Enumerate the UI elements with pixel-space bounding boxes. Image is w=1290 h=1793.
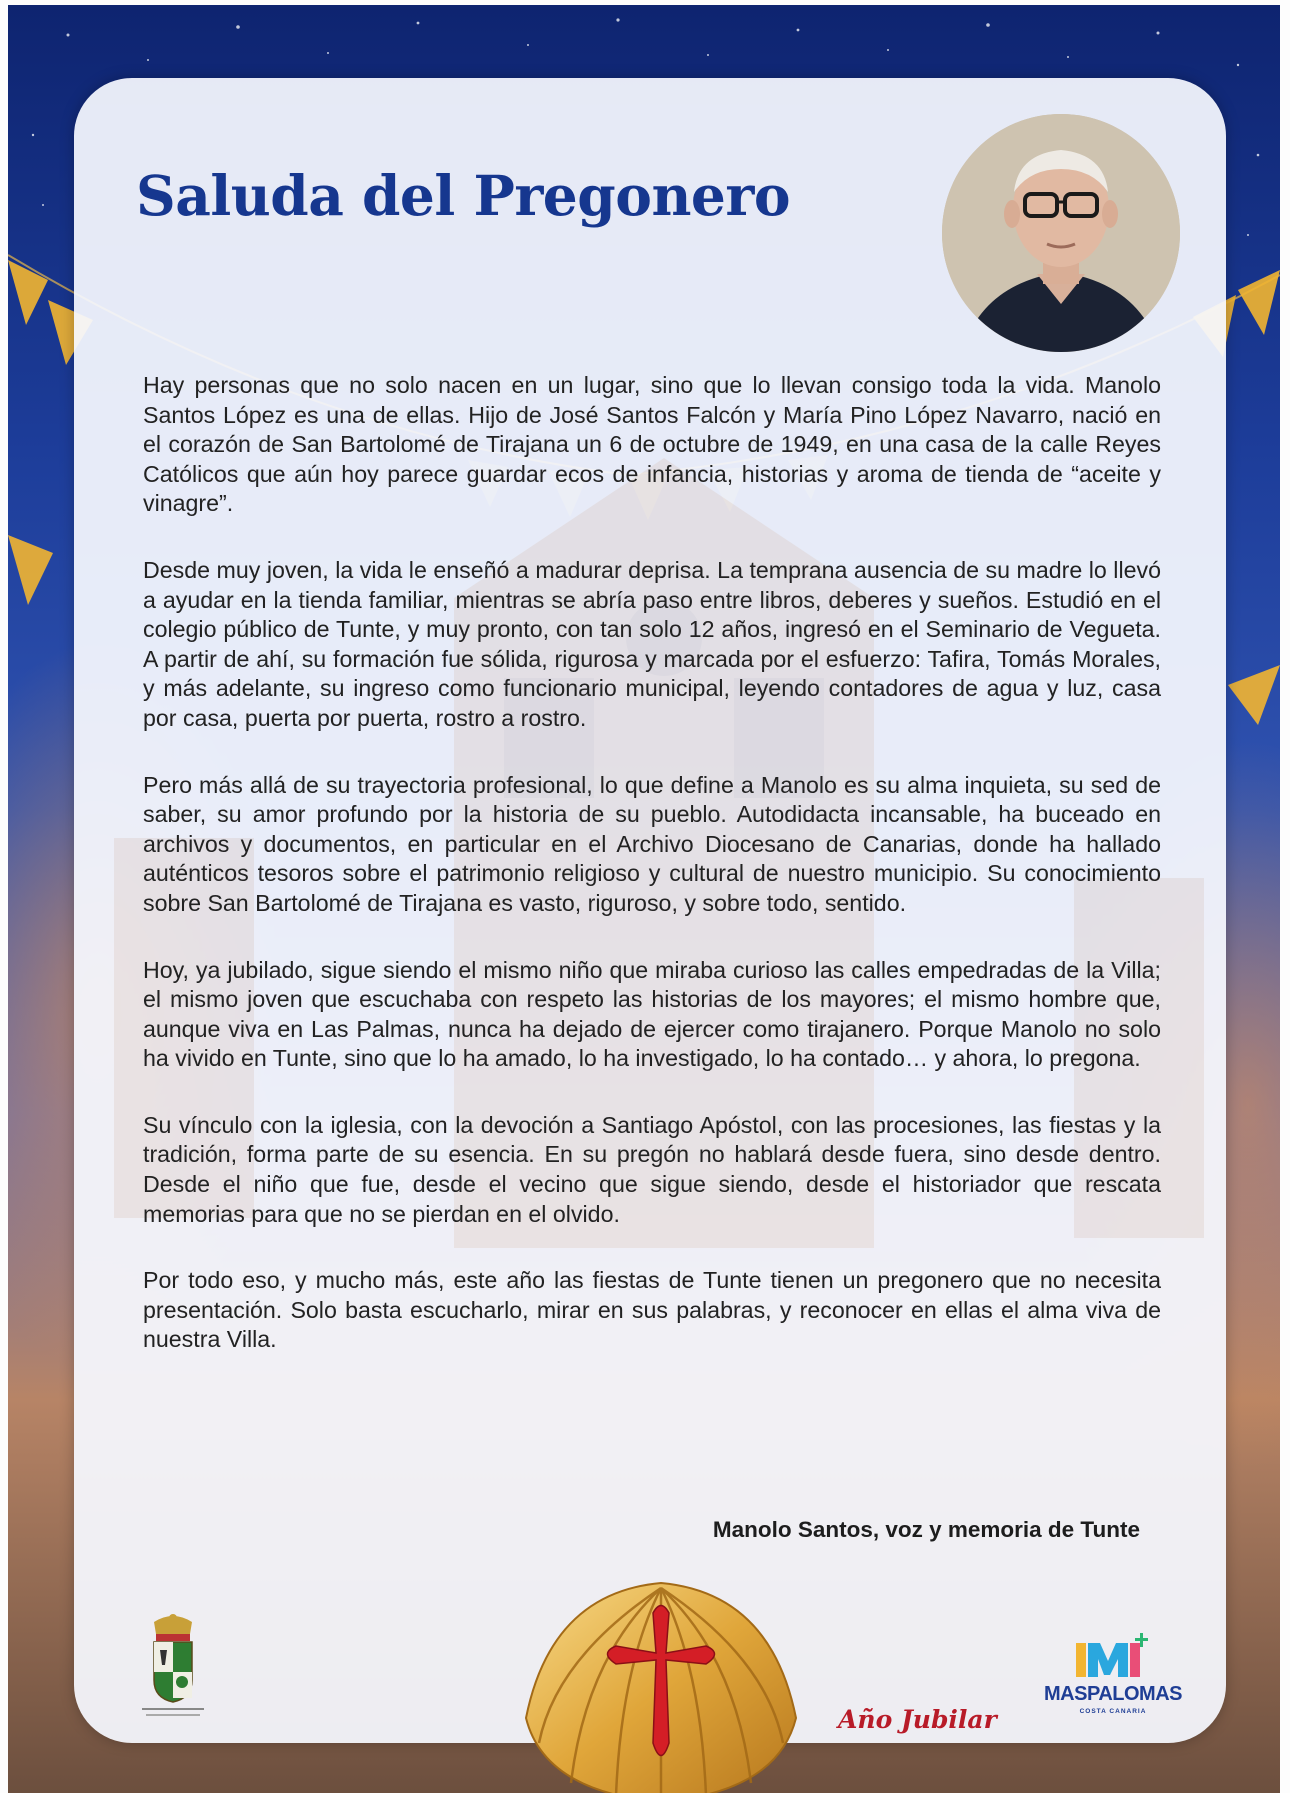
maspalomas-subtitle: COSTA CANARIA bbox=[1079, 1708, 1147, 1715]
paragraph: Su vínculo con la iglesia, con la devoción a Santiago Apóstol, con las procesiones, las fiestas y la tradición, forma parte de su esencia. En su pregón no hablará desde fuera, sino desde dentro. Desde el niño que fue, desde el vecino que sigue siendo, desde el historiador que rescata memorias para que no se pierdan en el olvido. bbox=[143, 1111, 1161, 1227]
paragraph: Pero más allá de su trayectoria profesional, lo que define a Manolo es su alma inquieta, su sed de saber, su amor profundo por la historia de su pueblo. Autodidacta incansable, ha buceado en archivos y documentos, en particular en el Archivo Diocesano de Canarias, donde ha hallado auténticos tesoros sobre el patrimonio religioso y cultural de nuestro municipio. Su conocimiento sobre San Bartolomé de Tirajana es vasto, riguroso, y sobre todo, sentido. bbox=[143, 771, 1161, 916]
pregonero-portrait bbox=[942, 114, 1180, 352]
paragraph: Por todo eso, y mucho más, este año las fiestas de Tunte tienen un pregonero que no necesita presentación. Solo basta escucharlo, mirar en sus palabras, y reconocer en ellas el alma viva de nuestra Villa. bbox=[143, 1267, 1161, 1353]
letter-body bbox=[143, 371, 1161, 1392]
page-title: Saluda del Pregonero bbox=[136, 163, 791, 228]
paragraph: Desde muy joven, la vida le enseñó a madurar deprisa. La temprana ausencia de su madre lo llevó a ayudar en la tienda familiar, mientras se abría paso entre libros, deberes y sueños. Estudió en el colegio público de Tunte, y muy pronto, con tan solo 12 años, ingresó en el Seminario de Vegueta. A partir de ahí, su formación fue sólida, rigurosa y marcada por el esfuerzo: Tafira, Tomás Morales, y más adelante, su ingreso como funcionario municipal, leyendo contadores de agua y luz, casa por casa, puerta por puerta, rostro a rostro. bbox=[143, 556, 1161, 731]
paragraph: Hoy, ya jubilado, sigue siendo el mismo niño que miraba curioso las calles empedradas de la Villa; el mismo joven que escuchaba con respeto las historias de los mayores; el mismo hombre que, aunque viva en Las Palmas, nunca ha dejado de ejercer como tirajanero. Porque Manolo no solo ha vivido en Tunte, sino que lo ha amado, lo ha investigado, lo ha contado… y ahora, lo pregona. bbox=[143, 956, 1161, 1072]
paragraph: Hay personas que no solo nacen en un lugar, sino que lo llevan consigo toda la vida. Manolo Santos López es una de ellas. Hijo de José Santos Falcón y María Pino López Navarro, nació en el corazón de San Bartolomé de Tirajana un 6 de octubre de 1949, en una casa de la calle Reyes Católicos que aún hoy parece guardar ecos de infancia, historias y aroma de tienda de “aceite y vinagre”. bbox=[143, 372, 1161, 517]
poster-background bbox=[8, 5, 1280, 1793]
signature: Manolo Santos, voz y memoria de Tunte bbox=[712, 1517, 1140, 1542]
scallop-shell-emblem bbox=[501, 1568, 821, 1793]
coat-of-arms-logo bbox=[134, 1610, 212, 1730]
maspalomas-wordmark: MASPALOMAS bbox=[1044, 1683, 1182, 1705]
jubilee-year-label: Año Jubilar bbox=[838, 1705, 997, 1734]
